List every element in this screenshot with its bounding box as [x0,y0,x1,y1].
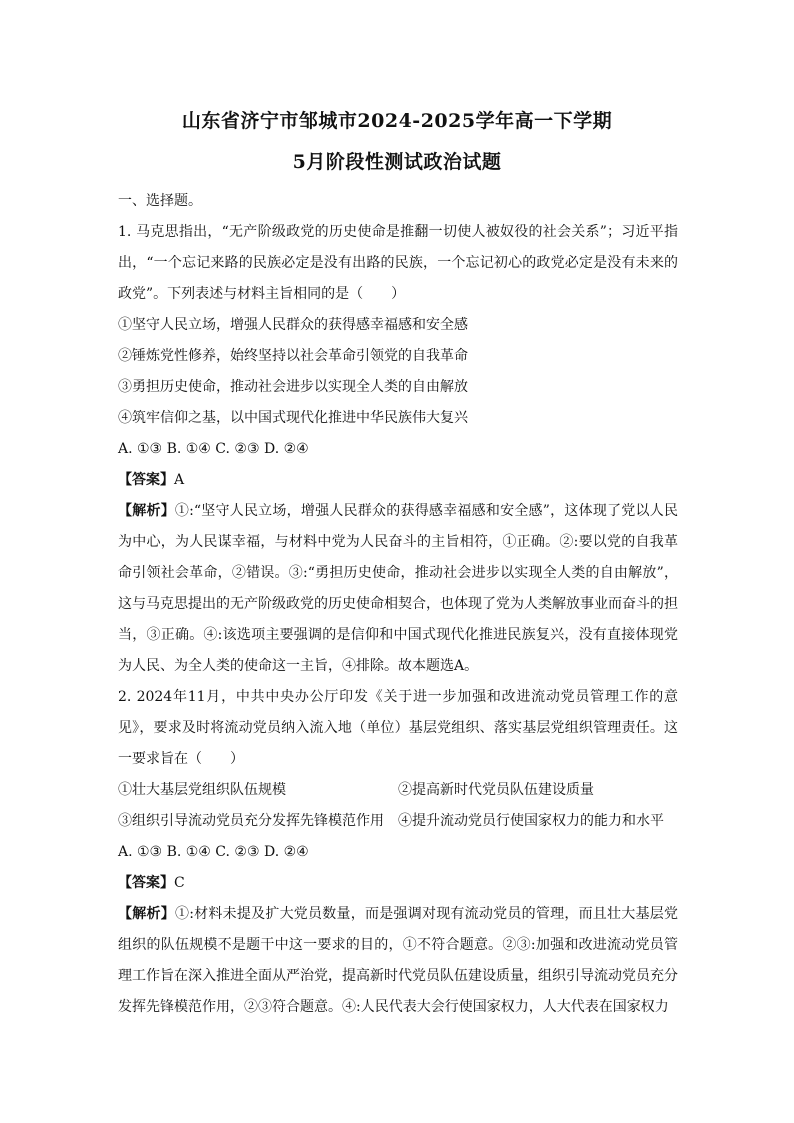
document-title-line-2: 5月阶段性测试政治试题 [292,151,502,173]
answer-label: 【答案】 [118,472,174,488]
analysis-label: 【解析】 [118,906,175,922]
question-2-choices: A. ①③ B. ①④ C. ②③ D. ②④ [118,844,309,860]
analysis-label: 【解析】 [118,503,175,519]
question-1-answer [118,465,678,496]
question-2-stem: 2. 2024年11月，中共中央办公厅印发《关于进一步加强和改进流动党员管理工作的意见》，要求及时将流动党员纳入流入地（单位）基层党组织、落实基层党组织管理责任。这一要求旨在（ ） [118,689,678,767]
question-2-options-row-1 [118,775,678,806]
answer-value: C [174,875,185,891]
question-2-option-1: ①壮大基层党组织队伍规模 [118,782,286,798]
question-1-option-2: ②锤炼党性修养，始终坚持以社会革命引领党的自我革命 [118,348,468,364]
question-2-option-3: ③组织引导流动党员充分发挥先锋模范作用 [118,813,384,829]
question-2-option-2: ②提高新时代党员队伍建设质量 [398,782,594,798]
question-2-option-4: ④提升流动党员行使国家权力的能力和水平 [398,813,664,829]
question-2-analysis [118,899,678,1023]
answer-label: 【答案】 [118,875,174,891]
document-title-line-1: 山东省济宁市邹城市2024-2025学年高一下学期 [181,110,613,132]
question-2-answer [118,868,678,899]
question-1-option-3: ③勇担历史使命，推动社会进步以实现全人类的自由解放 [118,379,468,395]
question-1-choices: A. ①③ B. ①④ C. ②③ D. ②④ [118,441,309,457]
analysis-text: ①:“坚守人民立场，增强人民群众的获得感幸福感和安全感”，这体现了党以人民为中心，为人民谋幸福，与材料中党为人民奋斗的主旨相符，①正确。②:要以党的自我革命引领社会革命，②错误。③:“勇担历史使命，推动社会进步以实现全人类的自由解放”，这与马克思提出的无产阶级政党的历史使命相契合，也体现了党为人类解放事业而奋斗的担当，③正确。④:该选项主要强调的是信仰和中国式现代化推进民族复兴，没有直接体现党为人民、为全人类的使命这一主旨，④排除。故本题选A。 [118,503,678,674]
question-1-option-4: ④筑牢信仰之基，以中国式现代化推进中华民族伟大复兴 [118,410,468,426]
section-heading: 一、选择题。 [118,193,202,209]
answer-value: A [174,472,185,488]
analysis-text: ①:材料未提及扩大党员数量，而是强调对现有流动党员的管理，而且壮大基层党组织的队伍规模不是题干中这一要求的目的，①不符合题意。②③:加强和改进流动党员管理工作旨在深入推进全面从严治党，提高新时代党员队伍建设质量，组织引导流动党员充分发挥先锋模范作用，②③符合题意。④:人民代表大会行使国家权力，人大代表在国家权力 [118,906,678,1015]
question-1-stem: 1. 马克思指出，“无产阶级政党的历史使命是推翻一切使人被奴役的社会关系”；习近平指出，“一个忘记来路的民族必定是没有出路的民族，一个忘记初心的政党必定是没有未来的政党”。下列表述与材料主旨相同的是（ ） [118,224,678,302]
question-1-analysis [118,496,678,682]
question-1-option-1: ①坚守人民立场，增强人民群众的获得感幸福感和安全感 [118,317,468,333]
document-body [118,186,678,1023]
question-2-options-row-2 [118,806,678,837]
